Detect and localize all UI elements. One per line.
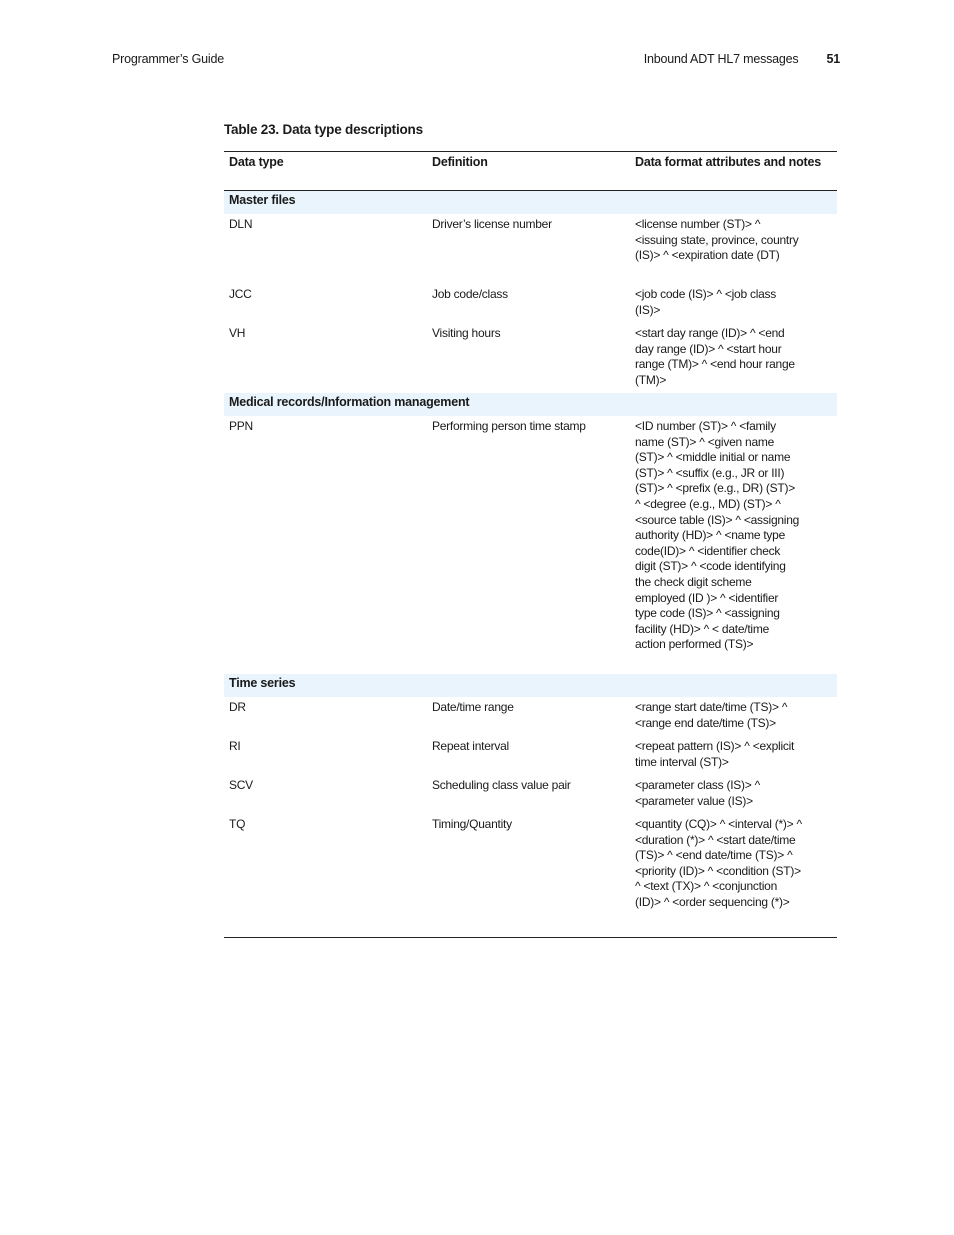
- cell-data-type: PPN: [229, 419, 253, 433]
- cell-definition: Date/time range: [432, 700, 514, 714]
- cell-definition: Scheduling class value pair: [432, 778, 571, 792]
- table-row: [224, 214, 837, 284]
- table-caption: Table 23. Data type descriptions: [224, 122, 423, 137]
- table-row: [224, 775, 837, 814]
- running-header-section: Inbound ADT HL7 messages: [643, 52, 799, 66]
- cell-data-type: VH: [229, 326, 246, 340]
- cell-definition: Timing/Quantity: [432, 817, 512, 831]
- cell-definition: Performing person time stamp: [432, 419, 586, 433]
- column-header-format: Data format attributes and notes: [635, 155, 821, 169]
- cell-definition: Driver’s license number: [432, 217, 552, 231]
- table-row: [224, 284, 837, 323]
- running-header-right: [644, 52, 840, 66]
- column-header-definition: Definition: [432, 155, 488, 169]
- running-header-title: Programmer’s Guide: [112, 52, 224, 66]
- cell-format: <parameter class (IS)> ^ <parameter value (IS)>: [635, 778, 761, 808]
- cell-data-type: DR: [229, 700, 246, 714]
- cell-format: <ID number (ST)> ^ <family name (ST)> ^ <given name (ST)> ^ <middle initial or name (ST)> ^ <suffix (e.g., JR or III) (ST)> ^ <prefix (e.g., DR) (ST)> ^ <degree (e.g., MD) (ST)> ^ <source table (IS)> ^ <assigning authority (HD)> ^ <name type code(ID)> ^ <identifier check digit (ST)> ^ <code identifying the check digit scheme employed (ID )> ^ <identifier type code (IS)> ^ <assigning facility (HD)> ^ < date/time action performed (TS)>: [635, 419, 800, 652]
- cell-data-type: SCV: [229, 778, 253, 792]
- cell-data-type: JCC: [229, 287, 252, 301]
- cell-format: <range start date/time (TS)> ^ <range end date/time (TS)>: [635, 700, 788, 730]
- section-master-files: Master files: [224, 191, 837, 214]
- cell-format: <repeat pattern (IS)> ^ <explicit time interval (ST)>: [635, 739, 795, 769]
- cell-data-type: DLN: [229, 217, 253, 231]
- section-medical-records: Medical records/Information management: [224, 393, 837, 416]
- cell-format: <license number (ST)> ^ <issuing state, province, country (IS)> ^ <expiration date (DT): [635, 217, 799, 263]
- cell-data-type: RI: [229, 739, 241, 753]
- section-time-series: Time series: [224, 674, 837, 697]
- page-number: 51: [826, 52, 840, 66]
- table-header-row: [224, 152, 837, 191]
- cell-definition: Visiting hours: [432, 326, 501, 340]
- table-row: [224, 736, 837, 775]
- table-row: [224, 323, 837, 393]
- cell-definition: Repeat interval: [432, 739, 509, 753]
- cell-data-type: TQ: [229, 817, 246, 831]
- table-row: [224, 416, 837, 674]
- column-header-data-type: Data type: [229, 155, 284, 169]
- data-type-table: [224, 151, 837, 938]
- cell-format: <start day range (ID)> ^ <end day range (ID)> ^ <start hour range (TM)> ^ <end hour range (TM)>: [635, 326, 795, 387]
- cell-definition: Job code/class: [432, 287, 508, 301]
- cell-format: <job code (IS)> ^ <job class (IS)>: [635, 287, 777, 317]
- table-row: [224, 814, 837, 937]
- cell-format: <quantity (CQ)> ^ <interval (*)> ^ <duration (*)> ^ <start date/time (TS)> ^ <end date/time (TS)> ^ <priority (ID)> ^ <condition (ST)> ^ <text (TX)> ^ <conjunction (ID)> ^ <order sequencing (*)>: [635, 817, 802, 909]
- table-row: [224, 697, 837, 736]
